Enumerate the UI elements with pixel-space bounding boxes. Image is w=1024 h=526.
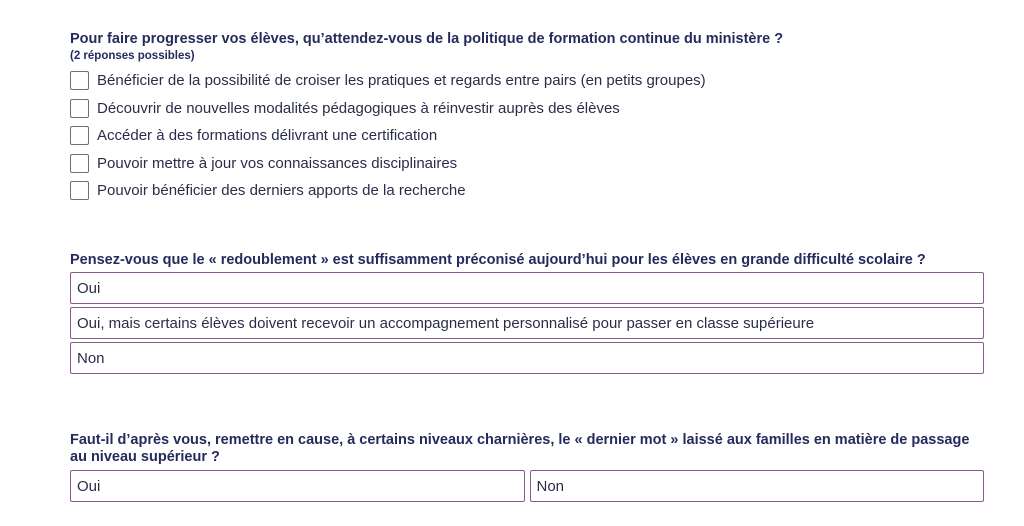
question-dernier-mot xyxy=(70,432,984,502)
checkbox-label: Découvrir de nouvelles modalités pédagogiques à réinvestir auprès des élèves xyxy=(97,99,620,117)
checkbox-label: Pouvoir bénéficier des derniers apports de la recherche xyxy=(97,182,466,200)
checkbox-label: Bénéficier de la possibilité de croiser les pratiques et regards entre pairs (en petits groupes) xyxy=(97,72,706,90)
choice-oui[interactable]: Oui xyxy=(70,272,984,304)
question-formation xyxy=(70,31,783,205)
checkbox-label: Pouvoir mettre à jour vos connaissances disciplinaires xyxy=(97,154,458,172)
question-title: Pensez-vous que le « redoublement » est suffisamment préconisé aujourd’hui pour les élèves en grande difficulté scolaire ? xyxy=(70,252,926,268)
checkbox[interactable] xyxy=(70,71,89,90)
choice-list xyxy=(70,272,984,374)
checkbox[interactable] xyxy=(70,181,89,200)
choice-oui-mais[interactable]: Oui, mais certains élèves doivent recevoir un accompagnement personnalisé pour passer en classe supérieure xyxy=(70,307,984,339)
question-title: Faut-il d’après vous, remettre en cause, à certains niveaux charnières, le « dernier mot » laissé aux familles en matière de passage au niveau supérieur ? xyxy=(70,432,970,465)
question-title: Pour faire progresser vos élèves, qu’attendez-vous de la politique de formation continue du ministère ? xyxy=(70,31,784,47)
checkbox[interactable] xyxy=(70,154,89,173)
checkbox-option[interactable] xyxy=(70,67,783,95)
question-subtitle: (2 réponses possibles) xyxy=(70,50,195,62)
checkbox-label: Accéder à des formations délivrant une certification xyxy=(97,127,438,145)
checkbox-option[interactable] xyxy=(70,150,783,178)
choice-non[interactable]: Non xyxy=(70,342,984,374)
checkbox-option[interactable] xyxy=(70,177,783,205)
choice-non[interactable]: Non xyxy=(530,470,985,502)
checkbox[interactable] xyxy=(70,126,89,145)
checkbox-list xyxy=(70,67,783,205)
checkbox-option[interactable] xyxy=(70,95,783,123)
question-redoublement xyxy=(70,252,984,374)
checkbox-option[interactable] xyxy=(70,122,783,150)
choice-oui[interactable]: Oui xyxy=(70,470,525,502)
choice-row xyxy=(70,470,984,502)
checkbox[interactable] xyxy=(70,99,89,118)
